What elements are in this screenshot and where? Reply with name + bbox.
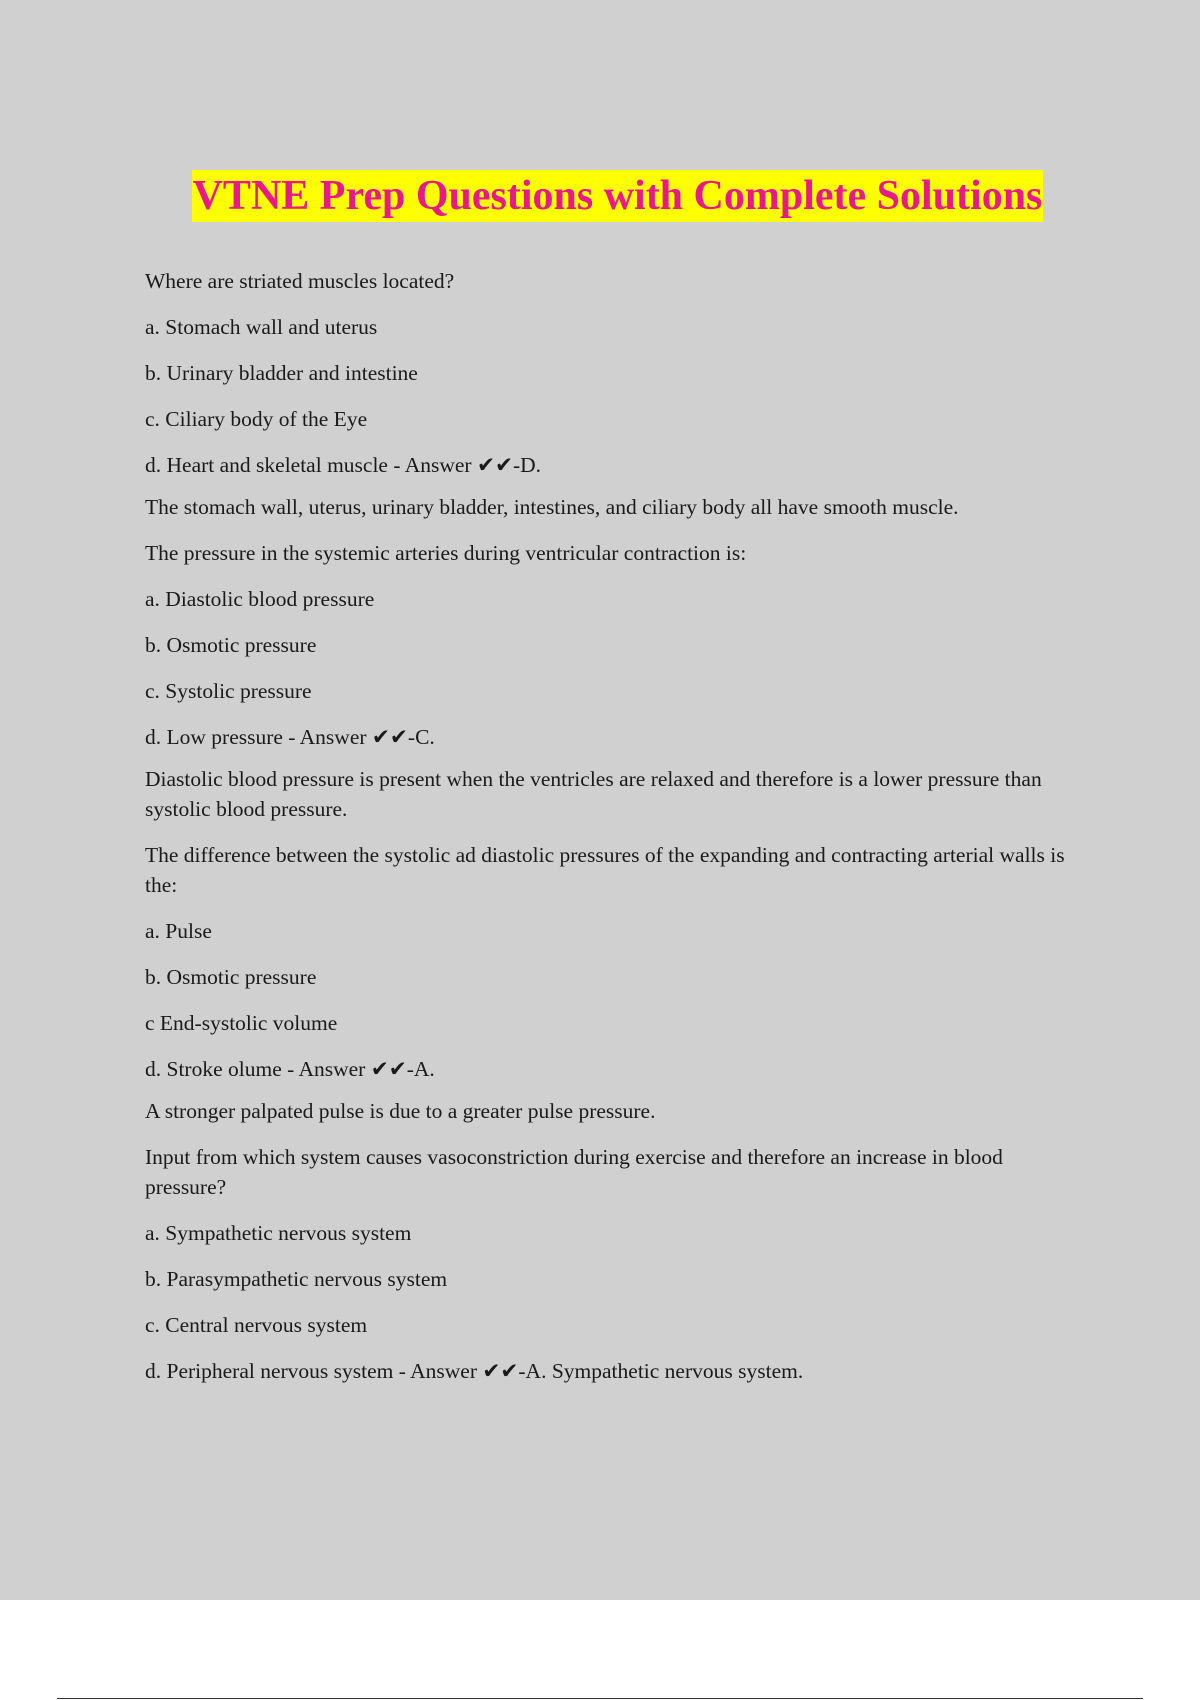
question-4-option-c: c. Central nervous system: [145, 1313, 368, 1337]
question-2-option-d-answer: d. Low pressure - Answer ✔✔-C.: [145, 725, 435, 749]
title-wrap: [0, 170, 1200, 222]
question-2: The pressure in the systemic arteries during ventricular contraction is:: [145, 541, 747, 565]
question-1-option-d-answer: d. Heart and skeletal muscle - Answer ✔✔-D.: [145, 453, 542, 477]
question-3-option-c: c End-systolic volume: [145, 1011, 338, 1035]
question-1: Where are striated muscles located?: [145, 269, 455, 293]
question-2-explanation: Diastolic blood pressure is present when the ventricles are relaxed and therefore is a lower pressure than systolic blood pressure.: [145, 767, 1042, 821]
document-title: VTNE Prep Questions with Complete Solutions: [192, 170, 1044, 222]
question-1-option-a: a. Stomach wall and uterus: [145, 315, 378, 339]
question-2-option-a: a. Diastolic blood pressure: [145, 587, 375, 611]
question-1-option-b: b. Urinary bladder and intestine: [145, 361, 418, 385]
question-3: The difference between the systolic ad diastolic pressures of the expanding and contracting arterial walls is the:: [145, 843, 1065, 897]
question-3-option-d-answer: d. Stroke olume - Answer ✔✔-A.: [145, 1057, 435, 1081]
question-1-option-c: c. Ciliary body of the Eye: [145, 407, 368, 431]
question-1-explanation: The stomach wall, uterus, urinary bladder, intestines, and ciliary body all have smooth muscle.: [145, 495, 959, 519]
question-4: Input from which system causes vasoconstriction during exercise and therefore an increase in blood pressure?: [145, 1145, 1003, 1199]
question-2-option-b: b. Osmotic pressure: [145, 633, 317, 657]
question-3-option-b: b. Osmotic pressure: [145, 965, 317, 989]
document-body: [145, 266, 1075, 1398]
question-4-option-a: a. Sympathetic nervous system: [145, 1221, 412, 1245]
page-bottom-rule: [57, 1698, 1143, 1699]
question-3-option-a: a. Pulse: [145, 919, 212, 943]
question-3-explanation: A stronger palpated pulse is due to a greater pulse pressure.: [145, 1099, 656, 1123]
question-4-option-d-answer: d. Peripheral nervous system - Answer ✔✔-A. Sympathetic nervous system.: [145, 1359, 804, 1383]
question-4-option-b: b. Parasympathetic nervous system: [145, 1267, 448, 1291]
question-2-option-c: c. Systolic pressure: [145, 679, 312, 703]
